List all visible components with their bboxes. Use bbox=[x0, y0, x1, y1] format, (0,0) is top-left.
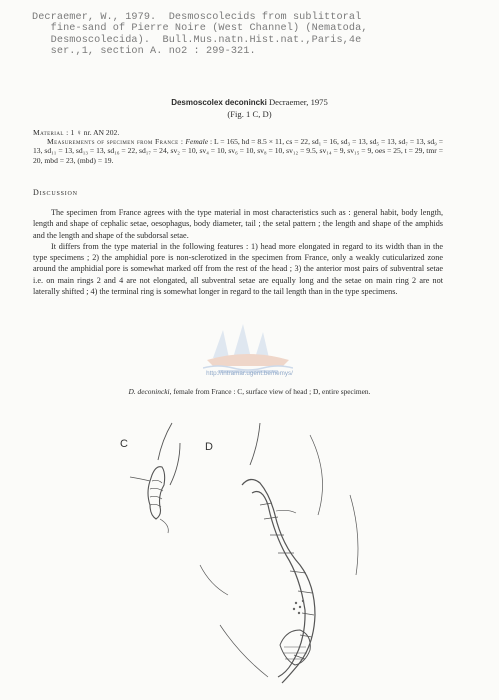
discussion-paragraph-2: It differs from the type material in the following features : 1) head more elongated in regard to its width than in the type specimens ; 2) the amphidial pore is non-sclerotized in the specimen from France, only a weakly cuticularized zone around the amphidial pore is somewhat marked off from the rest of the head ; 3) the anterior most pairs of subventral setae i.e. on main rings 2 and 4 are not elongated, all subventral setae are equally long and the setae on main ring 2 are not laterally shifted ; 4) the terminal ring is somewhat longer in regard to the tail length than in the type specimens. bbox=[33, 241, 443, 297]
measurements-paragraph bbox=[33, 137, 443, 165]
measurements-text: : L = 165, hd = 8.5 × 11, cs = 22, sd₁ = 16, sd₃ = 13, sd₅ = 13, sd₇ = 13, sd₉ = 13, sd₁₁ = 13, sd₁₃ = 13, sd₁₆ = 22, sd₁₇ = 24, sv₂ = 10, sv₄ = 10, sv₆ = 10, sv₈ = 10, sv₁₂ = 9.5, sv₁₄ = 9, sv₁₅ = 9, oes = 25, t = 29, tmr = 20, mbd = 23, (mbd) = 19. bbox=[33, 137, 444, 165]
discussion-paragraph-1: The specimen from France agrees with the type material in most characteristics such as : general habit, body length, length and shape of cephalic setae, oesophagus, body diameter, tail ; the setal pattern ; the length and shape of the amphids and the length and shape of the subdorsal setae. bbox=[33, 208, 443, 240]
measurements-label: Measurements of specimen from France : bbox=[47, 137, 184, 146]
caption-text: , female from France : C, surface view of head ; D, entire specimen. bbox=[169, 387, 371, 396]
discussion-heading: Discussion bbox=[33, 188, 78, 197]
material-paragraph bbox=[33, 128, 443, 137]
citation-stamp bbox=[32, 12, 452, 58]
figure-caption bbox=[0, 387, 499, 396]
citation-line-4: ser.,1, section A. no2 : 299-321. bbox=[32, 46, 256, 58]
species-name: Desmoscolex deconincki bbox=[171, 98, 267, 107]
vliz-watermark-logo bbox=[203, 318, 293, 373]
caption-species: D. deconincki bbox=[128, 387, 170, 396]
figure-label-d: D bbox=[205, 441, 213, 453]
figure-label-c: C bbox=[120, 438, 128, 450]
material-label: Material : bbox=[33, 128, 69, 137]
species-title bbox=[0, 97, 499, 108]
discussion-body bbox=[33, 207, 443, 297]
nematode-figure bbox=[100, 415, 400, 695]
watermark-url: http://intramar.ugent.be/nemys/ bbox=[206, 370, 293, 377]
citation-line-2: fine-sand of Pierre Noire (West Channel) (Nematoda, bbox=[32, 23, 368, 35]
figure-reference: (Fig. 1 C, D) bbox=[227, 109, 272, 119]
measurements-female: Female bbox=[183, 137, 209, 146]
material-text: 1 ♀ nr. AN 202. bbox=[68, 128, 120, 137]
citation-line-1: Decraemer, W., 1979. Desmoscolecids from sublittoral bbox=[32, 12, 362, 23]
citation-line-3: Desmoscolecida). Bull.Mus.natn.Hist.nat.,Paris,4e bbox=[32, 34, 362, 46]
species-authority: Decraemer, 1975 bbox=[266, 97, 328, 107]
